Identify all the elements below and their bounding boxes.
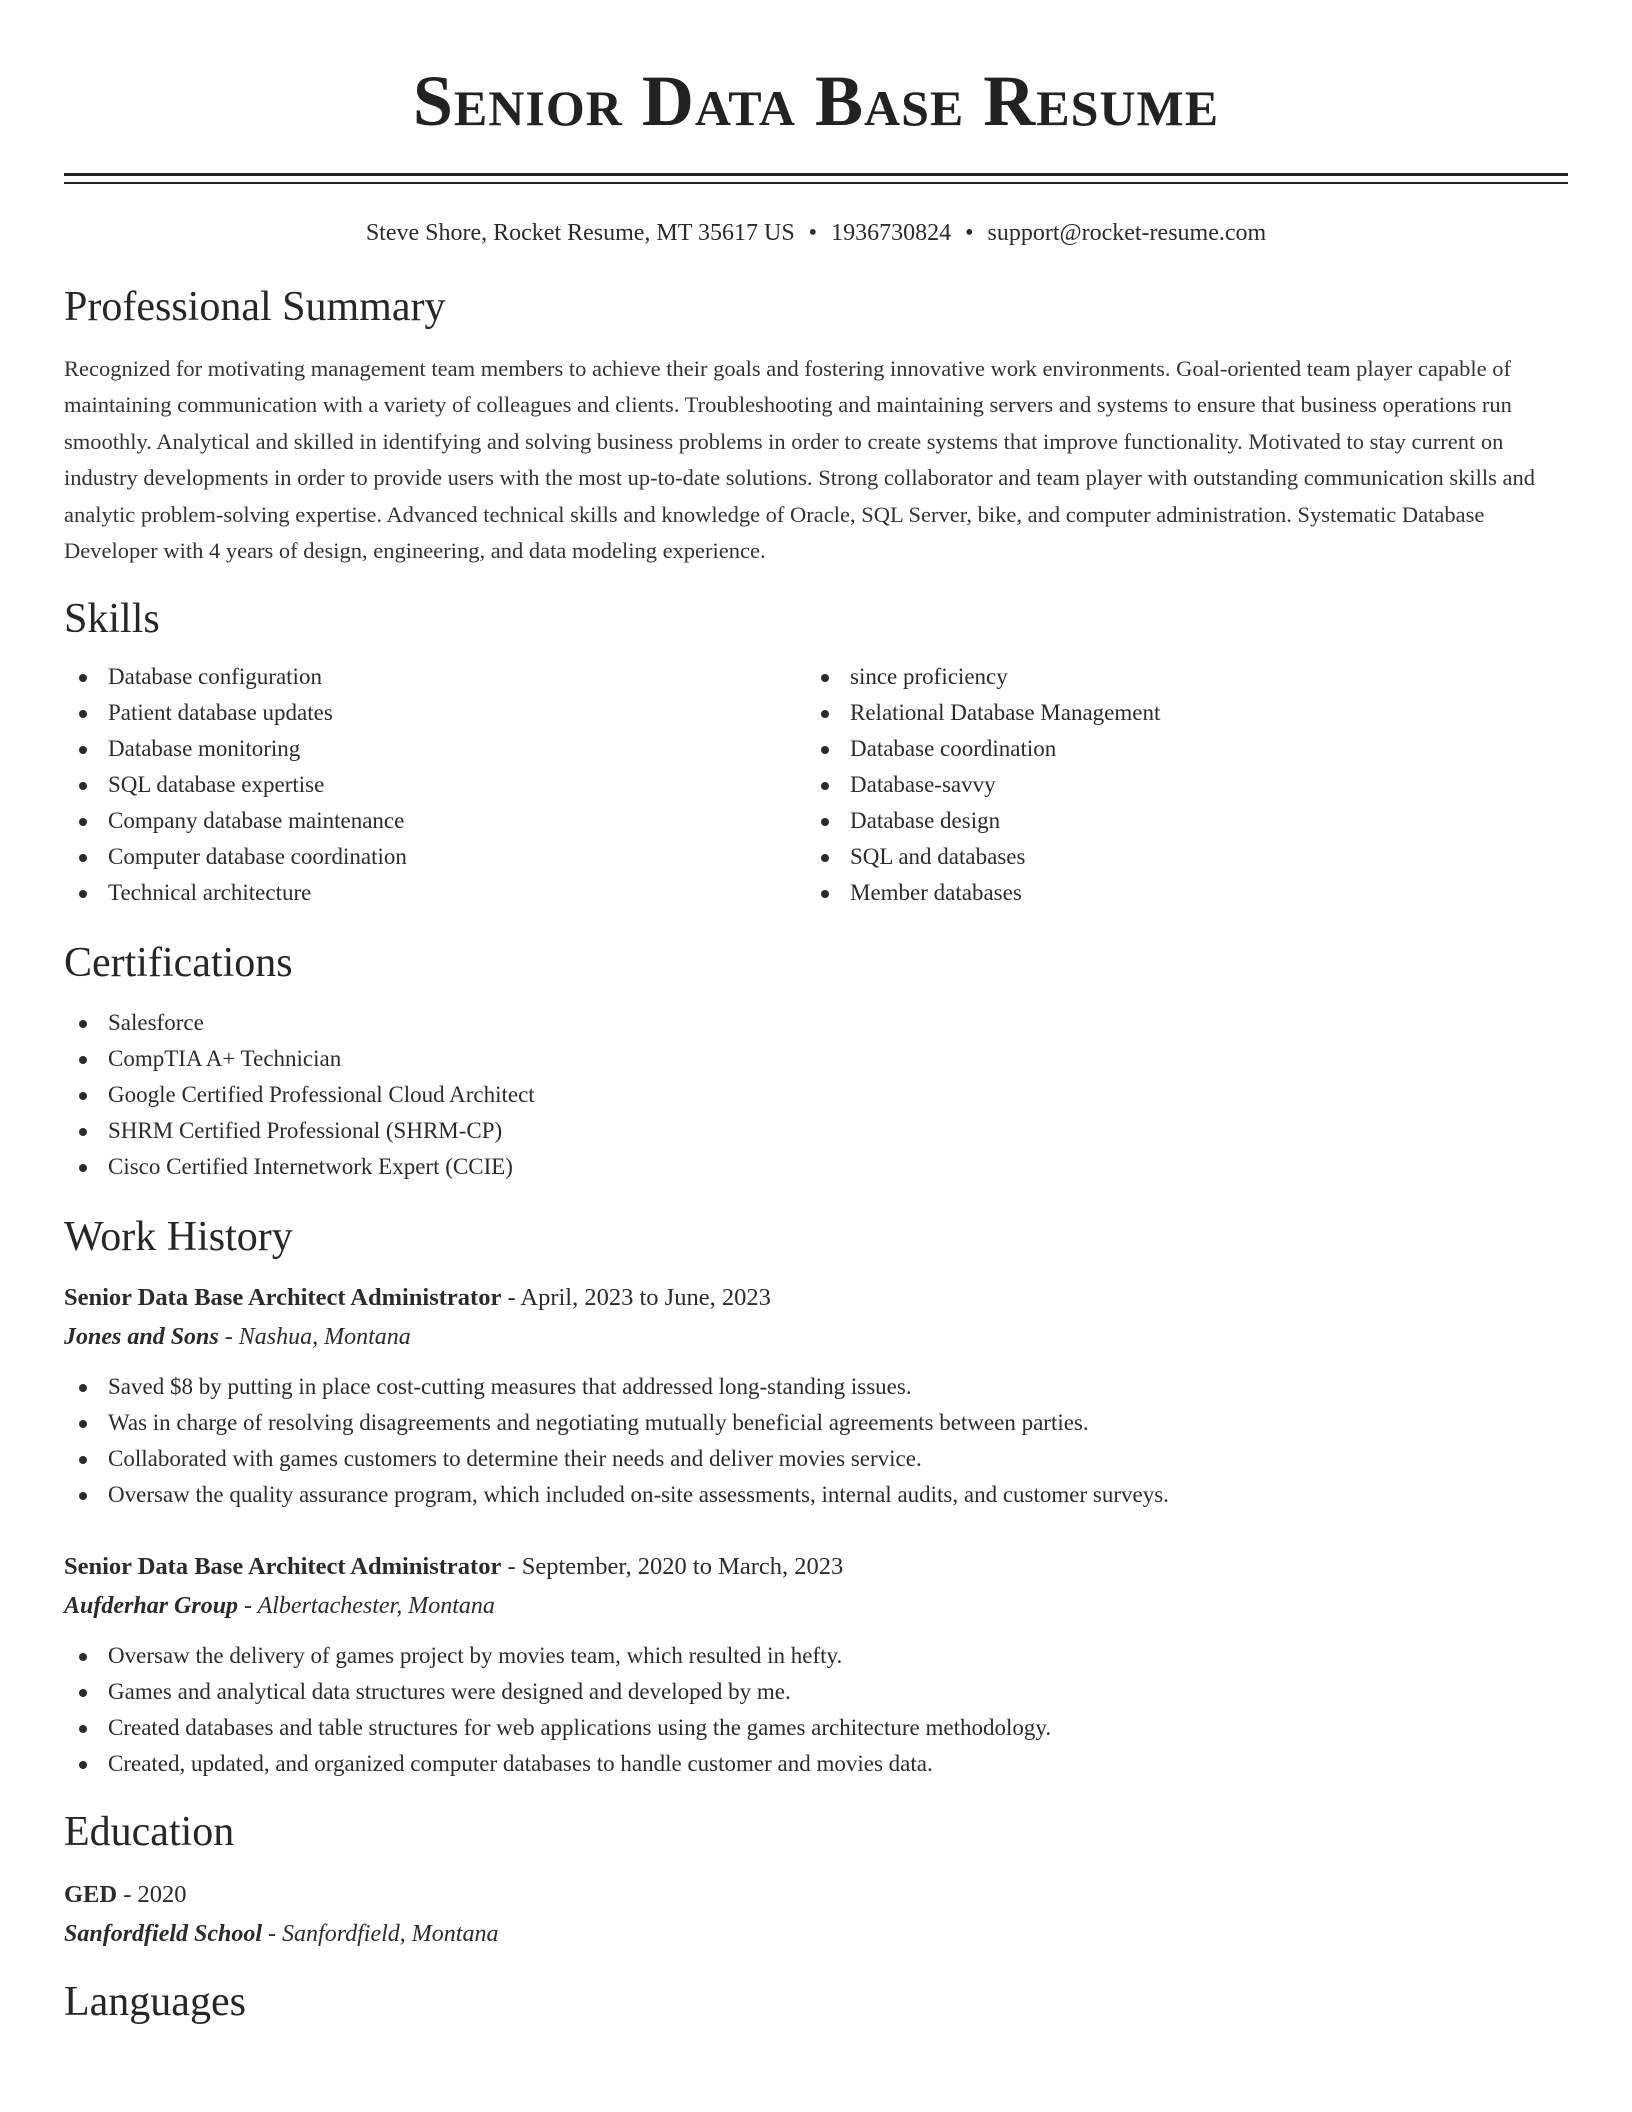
- skill-item: Database monitoring: [64, 731, 806, 767]
- skill-item: Database configuration: [64, 659, 806, 695]
- job-title: Senior Data Base Architect Administrator: [64, 1284, 502, 1312]
- skills-heading: Skills: [64, 596, 160, 643]
- job-employer: [64, 1317, 1568, 1357]
- certification-item: Cisco Certified Internetwork Expert (CCIE): [64, 1149, 1568, 1185]
- job-location: - Albertachester, Montana: [238, 1593, 495, 1620]
- job-duty-item: Oversaw the quality assurance program, which included on-site assessments, internal audits, and customer surveys.: [64, 1477, 1568, 1513]
- certification-item: Salesforce: [64, 1005, 1568, 1041]
- job-duty-item: Oversaw the delivery of games project by movies team, which resulted in hefty.: [64, 1638, 1568, 1674]
- job-location: - Nashua, Montana: [218, 1324, 411, 1351]
- contact-phone: 1936730824: [831, 220, 952, 246]
- work-history-heading: Work History: [64, 1214, 293, 1261]
- education-school-line: [64, 1914, 1568, 1954]
- skill-item: Company database maintenance: [64, 803, 806, 839]
- job-duties-list: [64, 1638, 1568, 1782]
- resume-title: Senior Data Base Resume: [412, 61, 1220, 141]
- skill-item: Computer database coordination: [64, 839, 806, 875]
- skill-item: SQL database expertise: [64, 767, 806, 803]
- skill-item: since proficiency: [806, 659, 1548, 695]
- skill-item: Database design: [806, 803, 1548, 839]
- job-duty-item: Was in charge of resolving disagreements and negotiating mutually beneficial agreements between parties.: [64, 1405, 1568, 1441]
- job-company: Aufderhar Group: [64, 1593, 239, 1620]
- certification-item: SHRM Certified Professional (SHRM-CP): [64, 1113, 1568, 1149]
- skill-item: Database-savvy: [806, 767, 1548, 803]
- job-duty-item: Created databases and table structures for web applications using the games architecture methodology.: [64, 1710, 1568, 1746]
- contact-separator: •: [965, 220, 974, 246]
- job-dates: - September, 2020 to March, 2023: [501, 1553, 844, 1581]
- skill-item: SQL and databases: [806, 839, 1548, 875]
- certification-item: CompTIA A+ Technician: [64, 1041, 1568, 1077]
- certifications-list: [64, 1005, 1568, 1185]
- education-degree-line: [64, 1876, 1568, 1914]
- job-header: [64, 1548, 1568, 1586]
- skills-list-left: [64, 659, 806, 911]
- skill-item: Patient database updates: [64, 695, 806, 731]
- job-entry: [64, 1548, 1568, 1782]
- languages-heading: Languages: [64, 1979, 246, 2026]
- skill-item: Database coordination: [806, 731, 1548, 767]
- job-duty-item: Created, updated, and organized computer databases to handle customer and movies data.: [64, 1746, 1568, 1782]
- certification-item: Google Certified Professional Cloud Architect: [64, 1077, 1568, 1113]
- summary-heading: Professional Summary: [64, 284, 446, 330]
- job-company: Jones and Sons: [64, 1324, 219, 1351]
- skills-columns: [64, 659, 1568, 911]
- contact-email: support@rocket-resume.com: [987, 220, 1267, 246]
- education-entry: [64, 1876, 1568, 1954]
- education-location: - Sanfordfield, Montana: [262, 1921, 499, 1948]
- skills-list-right: [806, 659, 1548, 911]
- contact-line: [64, 217, 1568, 249]
- job-duty-item: Games and analytical data structures were designed and developed by me.: [64, 1674, 1568, 1710]
- job-title: Senior Data Base Architect Administrator: [64, 1553, 502, 1581]
- education-heading: Education: [64, 1809, 235, 1856]
- job-duties-list: [64, 1369, 1568, 1513]
- job-dates: - April, 2023 to June, 2023: [501, 1284, 771, 1312]
- job-header: [64, 1279, 1568, 1317]
- skill-item: Member databases: [806, 875, 1548, 911]
- summary-text: Recognized for motivating management team members to achieve their goals and fostering innovative work environments. Goal-oriented team player capable of maintaining communication with a variety of colleagues and clients. Troubleshooting and maintaining servers and systems to ensure that business operations run smoothly. Analytical and skilled in identifying and solving business problems in order to create systems that improve functionality. Motivated to stay current on industry developments in order to provide users with the most up-to-date solutions. Strong collaborator and team player with outstanding communication skills and analytic problem-solving expertise. Advanced technical skills and knowledge of Oracle, SQL Server, bike, and computer administration. Systematic Database Developer with 4 years of design, engineering, and data modeling experience.: [64, 356, 1535, 564]
- education-year: - 2020: [117, 1881, 187, 1909]
- job-entry: [64, 1279, 1568, 1513]
- job-duty-item: Collaborated with games customers to determine their needs and deliver movies service.: [64, 1441, 1568, 1477]
- skill-item: Technical architecture: [64, 875, 806, 911]
- skill-item: Relational Database Management: [806, 695, 1548, 731]
- job-duty-item: Saved $8 by putting in place cost-cutting measures that addressed long-standing issues.: [64, 1369, 1568, 1405]
- job-employer: [64, 1586, 1568, 1626]
- contact-separator: •: [808, 220, 818, 246]
- contact-address: Steve Shore, Rocket Resume, MT 35617 US: [365, 220, 795, 246]
- title-divider-thin: [64, 182, 1568, 184]
- education-school: Sanfordfield School: [64, 1921, 263, 1948]
- title-divider-thick: [64, 173, 1568, 176]
- education-degree: GED: [64, 1881, 118, 1909]
- certifications-heading: Certifications: [64, 940, 293, 987]
